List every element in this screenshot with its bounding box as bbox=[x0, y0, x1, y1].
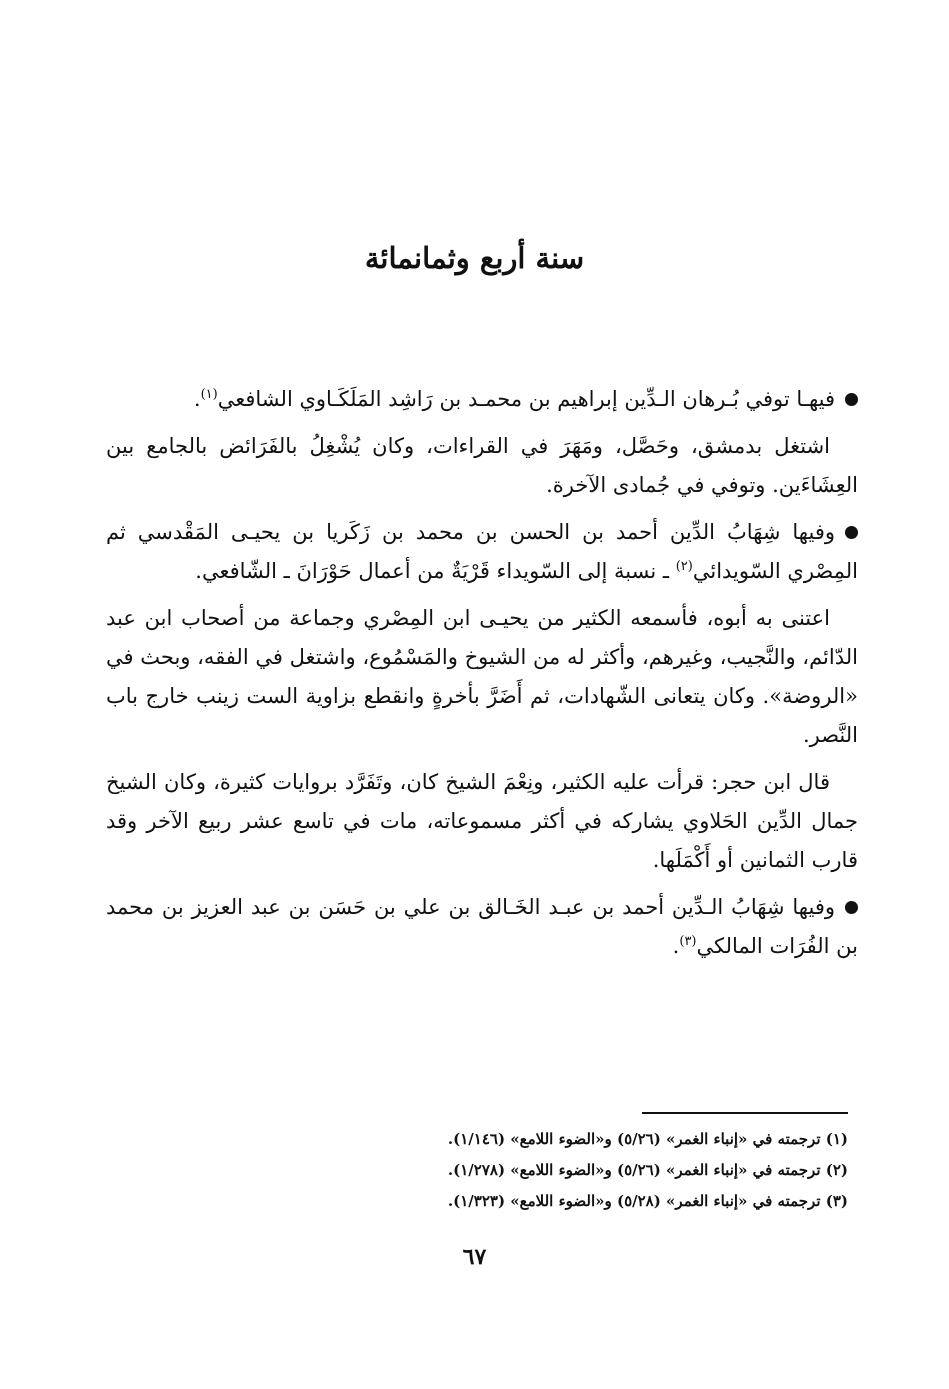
body-paragraph: قال ابن حجر: قرأت عليه الكثير، ونِعْمَ الشيخ كان، وتَفَرَّد بروايات كثيرة، وكان الشيخ جمال الدِّين الحَلاوي يشاركه في أكثر مسموعاته، مات في تاسع عشر ربيع الآخر وقد قارب الثمانين أو أَكْمَلَها. bbox=[106, 770, 858, 872]
footnote-divider bbox=[642, 1112, 848, 1114]
paragraph-tail: . bbox=[193, 387, 201, 411]
paragraph-tail: ـ نسبة إلى السّويداء قَرْيَةٌ من أعمال حَوْرَانَ ـ الشّافعي. bbox=[195, 559, 676, 583]
body-paragraph: اعتنى به أبوه، فأسمعه الكثير من يحيـى ابن المِصْري وجماعة من أصحاب ابن عبد الدّائم، والنَّجيب، وغيرهم، وأكثر له من الشيوخ والمَسْمُوع، واشتغل في الفقه، وبحث في «الروضة». وكان يتعانى الشّهادات، ثم أَضَرَّ بأخرةٍ وانقطع بزاوية الست زينب خارج باب النَّصر. bbox=[106, 606, 858, 747]
footnote-3: (٣) ترجمته في «إنباء الغمر» (٥/٢٨) و«الضوء اللامع» (١/٣٢٣). bbox=[447, 1192, 848, 1210]
bullet-icon bbox=[845, 901, 858, 914]
footnote-1: (١) ترجمته في «إنباء الغمر» (٥/٢٦) و«الضوء اللامع» (١/١٤٦). bbox=[447, 1130, 848, 1148]
footnote-reference: (١) bbox=[200, 387, 218, 402]
paragraph-text: وفيها شِهَابُ الـدِّين أحمد بن عبـد الخَـالق بن علي بن حَسَن بن عبد العزيز بن محمد بن الفُرَات المالكي bbox=[106, 895, 858, 958]
chapter-heading: سنة أربع وثمانمائة bbox=[364, 241, 585, 275]
footnotes bbox=[106, 1124, 848, 1217]
paragraph-tail: . bbox=[672, 934, 680, 958]
paragraph-text: فيهـا توفي بُـرهان الـدِّين إبراهيم بن محمـد بن رَاشِد المَلَكَـاوي الشافعي bbox=[217, 387, 835, 411]
body-paragraph: اشتغل بدمشق، وحَصَّل، ومَهَرَ في القراءات، وكان يُشْغِلُ بالفَرَائض بالجامع بين العِشَاءَين. وتوفي في جُمادى الآخرة. bbox=[106, 434, 858, 497]
paragraph-text: وفيها شِهَابُ الدِّين أحمد بن الحسن بن محمد بن زَكَريا بن يحيـى المَقْدسي ثم المِصْري السّويدائي bbox=[106, 520, 858, 583]
footnote-2: (٢) ترجمته في «إنباء الغمر» (٥/٢٦) و«الضوء اللامع» (١/٢٧٨). bbox=[447, 1161, 848, 1179]
entry-paragraph bbox=[106, 380, 858, 419]
footnote-reference: (٢) bbox=[675, 559, 693, 574]
main-text bbox=[106, 374, 858, 974]
entry-paragraph bbox=[106, 888, 858, 966]
bullet-icon bbox=[845, 526, 858, 539]
entry-paragraph bbox=[106, 513, 858, 591]
bullet-icon bbox=[845, 393, 858, 406]
footnote-reference: (٣) bbox=[679, 934, 697, 949]
page-number: ٦٧ bbox=[462, 1244, 487, 1270]
